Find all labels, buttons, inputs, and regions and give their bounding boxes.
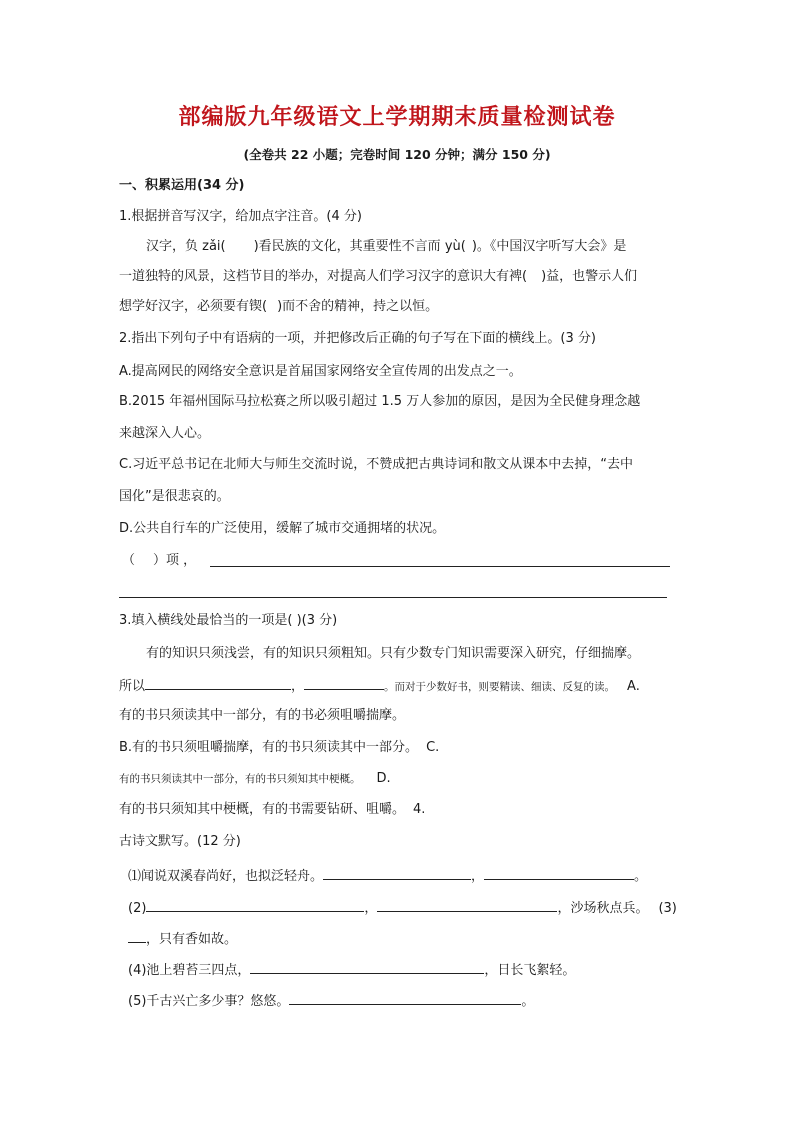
- q1-text: )益，也警示人们: [541, 269, 638, 284]
- q3-passage-line: [119, 676, 640, 696]
- q4-text: (3): [658, 901, 677, 916]
- q3-option-label: D.: [376, 771, 391, 786]
- q2-option-c-cont: 国化”是很悲哀的。: [119, 489, 230, 504]
- q2-option-b-cont: 来越深入人心。: [119, 426, 211, 441]
- answer-rule[interactable]: [210, 566, 670, 567]
- q4-text: (2): [128, 901, 147, 916]
- fill-blank[interactable]: [250, 960, 484, 974]
- q4-item-2: [128, 898, 677, 918]
- q4-text: ，: [364, 901, 378, 916]
- q4-item-1: [128, 866, 647, 886]
- q1-paragraph-line: [119, 298, 438, 316]
- q2-answer-line: [122, 552, 196, 570]
- q4-item-3: [128, 929, 237, 949]
- q2-stem: 2.指出下列句子中有语病的一项，并把修改后正确的句子写在下面的横线上。(3 分): [119, 331, 596, 346]
- fill-blank[interactable]: [128, 929, 146, 943]
- q2-option-a: A.提高网民的网络安全意识是首届国家网络安全宣传周的出发点之一。: [119, 364, 522, 379]
- q3-passage: 有的知识只须浅尝，有的知识只须粗知。只有少数专门知识需要深入研究，仔细揣摩。: [146, 646, 641, 661]
- q1-text: 想学好汉字，必须要有锲(: [119, 299, 268, 314]
- q1-paragraph-line: [119, 268, 637, 286]
- q4-text: 。: [521, 994, 535, 1009]
- answer-rule[interactable]: [119, 597, 667, 598]
- q2-answer-close: ）项 ，: [153, 553, 197, 568]
- q4-item-5: [128, 991, 534, 1011]
- question-number: 4.: [413, 802, 426, 817]
- q1-text: )而不舍的精神，持之以恒。: [277, 299, 439, 314]
- q4-item-4: [128, 960, 575, 980]
- fill-blank[interactable]: [377, 898, 557, 912]
- fill-blank[interactable]: [484, 866, 634, 880]
- q4-text: ⑴闻说双溪春尚好，也拟泛轻舟。: [128, 869, 324, 884]
- q1-paragraph-line: [146, 238, 626, 256]
- q1-text: )。《中国汉字听写大会》是: [471, 239, 627, 254]
- q4-text: ，只有香如故。: [146, 932, 238, 947]
- q3-option-b-line: [119, 739, 439, 757]
- q4-text: (4)池上碧苔三四点，: [128, 963, 251, 978]
- fill-blank[interactable]: [146, 898, 364, 912]
- q4-stem: 古诗文默写。(12 分): [119, 834, 241, 849]
- q2-option-c: C.习近平总书记在北师大与师生交流时说，不赞成把古典诗词和散文从课本中去掉，“去中: [119, 457, 633, 472]
- q4-text: (5)千古兴亡多少事？悠悠。: [128, 994, 290, 1009]
- fill-blank[interactable]: [304, 676, 384, 690]
- q1-text: 汉字，负 zǎi(: [146, 239, 226, 254]
- q1-text: )看民族的文化，其重要性不言而 yù(: [253, 239, 466, 254]
- fill-blank[interactable]: [323, 866, 471, 880]
- q3-text: 。而对于少数好书，则要精读、细读、反复的读。: [384, 681, 616, 693]
- q3-option-d: 有的书只须知其中梗概，有的书需要钻研、咀嚼。: [119, 802, 406, 817]
- section-heading: 一、积累运用(34 分): [119, 178, 245, 193]
- q3-option-d-line: [119, 801, 425, 819]
- q3-stem: 3.填入横线处最恰当的一项是( )(3 分): [119, 613, 338, 628]
- page-title: 部编版九年级语文上学期期末质量检测试卷: [178, 105, 616, 130]
- q2-option-d: D.公共自行车的广泛使用，缓解了城市交通拥堵的状况。: [119, 521, 446, 536]
- q1-stem: 1.根据拼音写汉字，给加点字注音。(4 分): [119, 209, 362, 224]
- fill-blank[interactable]: [289, 991, 521, 1005]
- q4-text: ，沙场秋点兵。: [557, 901, 649, 916]
- q3-option-a: 有的书只须读其中一部分，有的书必须咀嚼揣摩。: [119, 708, 406, 723]
- q2-answer-open: （: [122, 553, 136, 568]
- q4-text: ，日长飞絮轻。: [484, 963, 576, 978]
- q1-text: 一道独特的风景，这档节目的举办，对提高人们学习汉字的意识大有裨(: [119, 269, 528, 284]
- q3-option-label: A.: [627, 679, 640, 694]
- q3-option-b: B.有的书只须咀嚼揣摩，有的书只须读其中一部分。: [119, 740, 419, 755]
- q2-option-b: B.2015 年福州国际马拉松赛之所以吸引超过 1.5 万人参加的原因，是因为全民健身理念越: [119, 394, 641, 409]
- fill-blank[interactable]: [145, 676, 291, 690]
- q4-text: ，: [471, 869, 485, 884]
- page-subtitle: (全卷共 22 小题；完卷时间 120 分钟；满分 150 分): [243, 147, 551, 162]
- q3-text: ，: [291, 679, 305, 694]
- q3-option-c-line: [119, 770, 391, 788]
- q3-text: 所以: [119, 679, 146, 694]
- q4-text: 。: [634, 869, 648, 884]
- q3-option-c: 有的书只须读其中一部分，有的书只须知其中梗概。: [119, 773, 361, 785]
- q3-option-label: C.: [426, 740, 440, 755]
